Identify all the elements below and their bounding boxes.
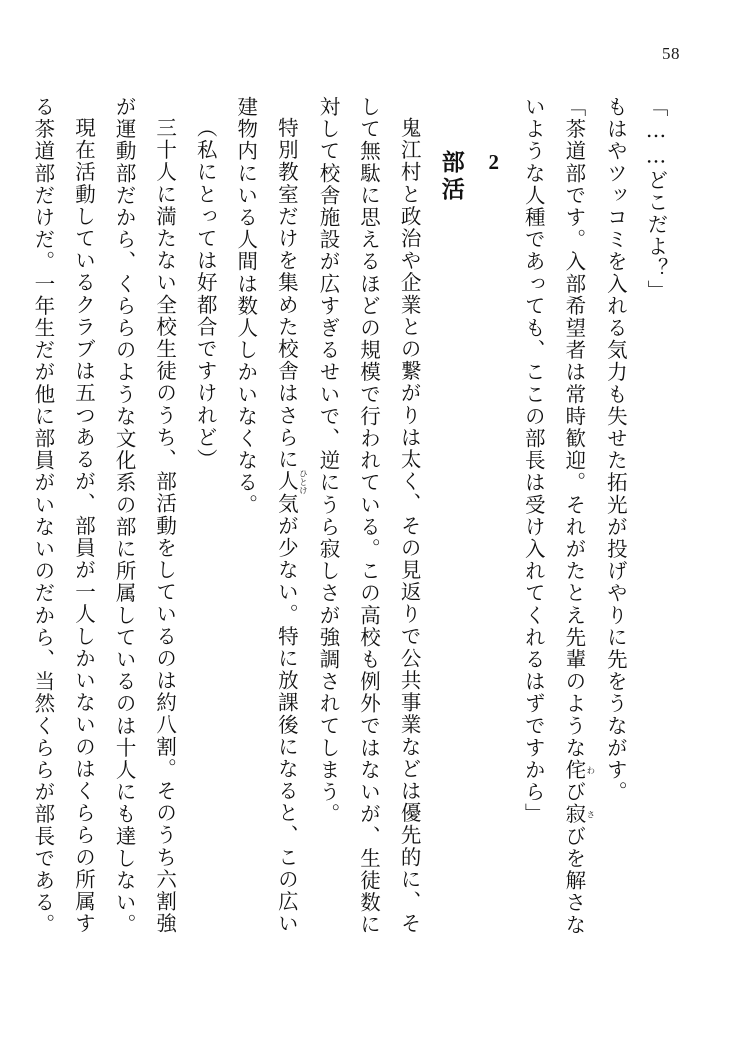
paragraph-narration-1: もはやツッコミを入れる気力も失せた拓光が投げやりに先をうながす。 [603, 96, 628, 804]
paragraph-body-4: 三十人に満たない全校生徒のうち、部活動をしているのは約八割。そのうち六割強が運動部だから、くららのような文化系の部に所属しているのは十人にも達しない。 [112, 96, 177, 936]
page-body-vertical-text [30, 96, 676, 956]
ruby-hitoke: 人 ひとけ [274, 468, 308, 494]
section-heading [429, 150, 513, 204]
paragraph-dialogue-2: 「茶道部です。入部希望者は常時歓迎。それがたとえ先輩のような侘 わび寂 さびを解さないような人種であっても、ここの部長は受け入れてくれるはずですから」 [521, 96, 595, 936]
ruby-sabi: 寂 さ [561, 803, 595, 826]
section-heading-block [429, 96, 513, 956]
paragraph-body-2: 特別教室だけを集めた校舎はさらに人 ひとけ気が少ない。特に放課後になると、この広い建物内にいる人間は数人しかいなくなる。 [233, 96, 308, 935]
ruby-wabi: 侘 わ [561, 759, 595, 782]
paragraph-dialogue-1: 「……どこだよ？」 [644, 96, 668, 302]
paragraph-body-1: 鬼江村と政治や企業との繋がりは太く、その見返りで公共事業などは優先的に、そして無駄に思えるほどの規模で行われている。この高校も例外ではないが、生徒数に対して校舎施設が広すぎるせいで、逆にうら寂しさが強調されてしまう。 [315, 96, 422, 936]
page-number: 58 [662, 44, 680, 63]
paragraph-body-3: （私にとっては好都合ですけれど） [193, 116, 218, 471]
section-number: 2 [481, 150, 506, 174]
paragraph-body-5: 現在活動しているクラブは五つあるが、部員が一人しかいないのはくららの所属する茶道部だけだ。一年生だが他に部員がいないのだから、当然くららが部長である。 [30, 96, 96, 936]
section-title: 部活 [437, 150, 465, 204]
